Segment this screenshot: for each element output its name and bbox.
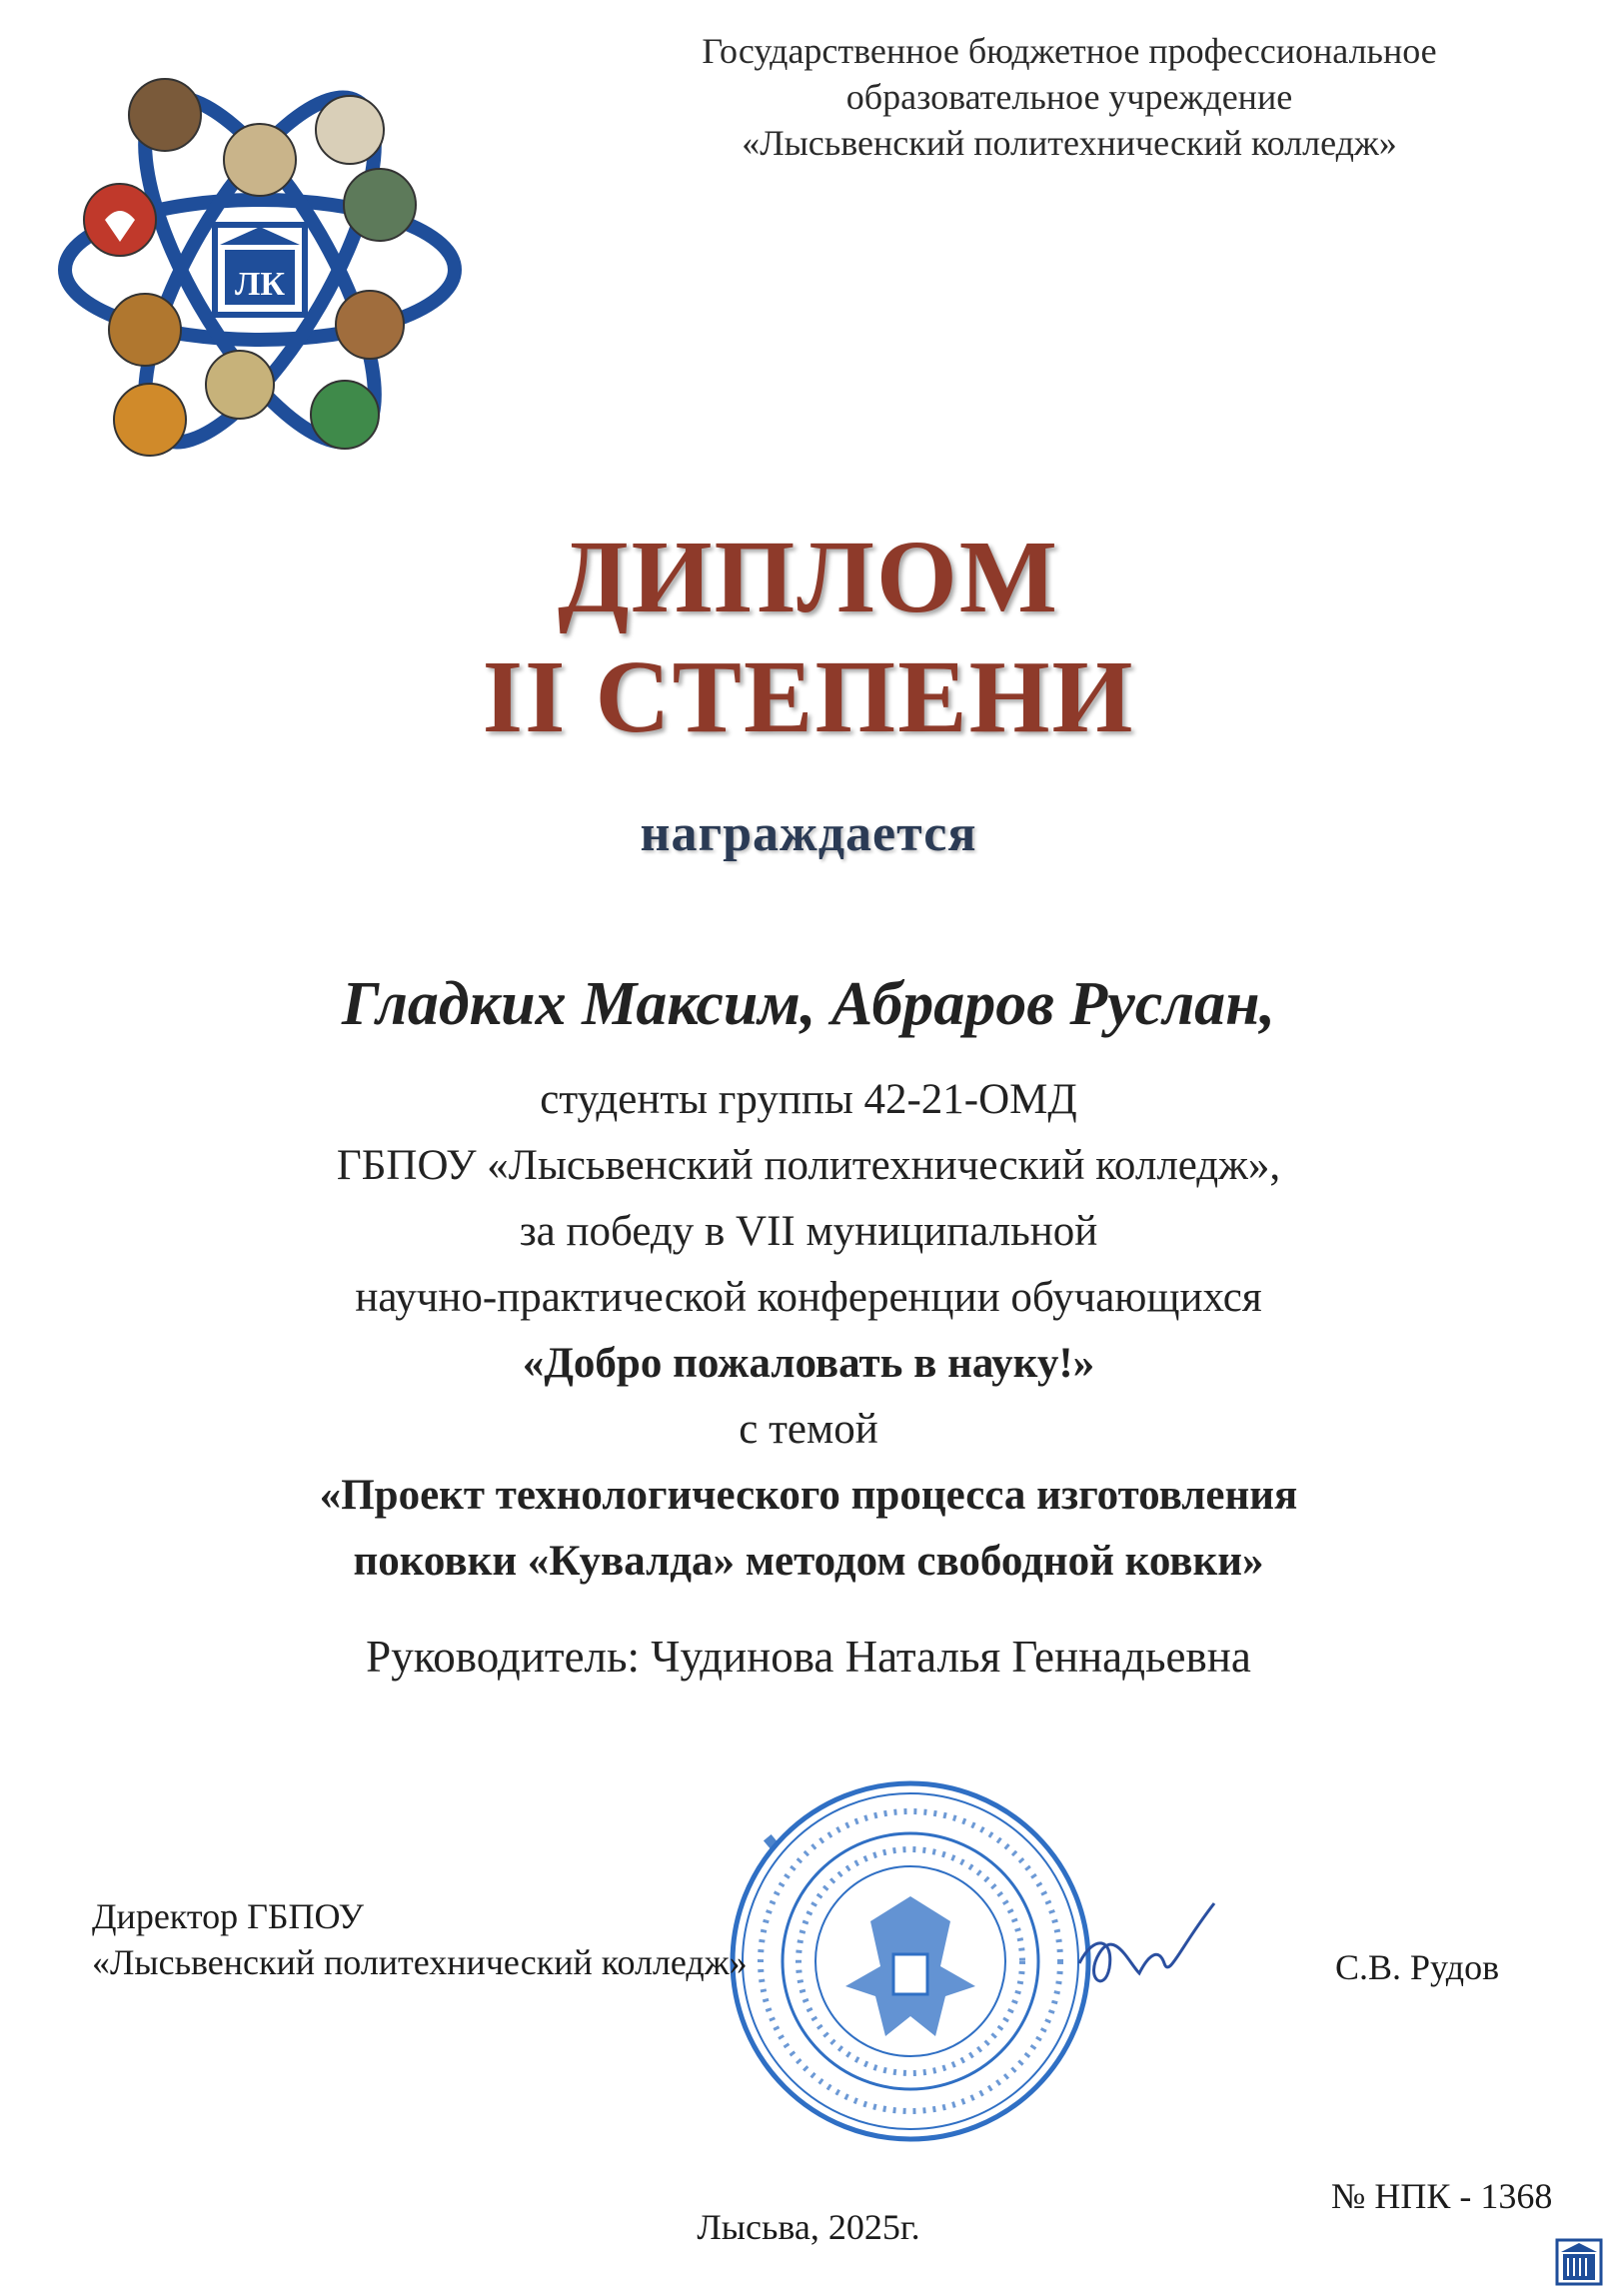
city-year: Лысьва, 2025г. xyxy=(697,2207,920,2247)
topic-line-1: «Проект технологического процесса изготовления xyxy=(319,1472,1298,1519)
topic-line-2: поковки «Кувалда» методом свободной ковки» xyxy=(353,1538,1264,1585)
body-line: с темой xyxy=(739,1406,878,1453)
signatory-name: С.В. Рудов xyxy=(1335,1947,1500,1987)
signatory-position xyxy=(92,1893,748,1985)
official-seal-icon xyxy=(726,1776,1095,2146)
institution-header xyxy=(600,28,1539,166)
awarded-label: награждается xyxy=(640,805,977,862)
college-logo-icon xyxy=(50,55,470,485)
body-line: ГБПОУ «Лысьвенский политехнический колледж», xyxy=(336,1142,1281,1189)
body-line: за победу в VII муниципальной xyxy=(519,1208,1098,1255)
header-line-1: Государственное бюджетное профессиональное xyxy=(702,31,1437,71)
position-line-1: Директор ГБПОУ xyxy=(92,1896,365,1936)
supervisor-line: Руководитель: Чудинова Наталья Геннадьевна xyxy=(366,1632,1251,1682)
header-line-3: «Лысьвенский политехнический колледж» xyxy=(742,123,1397,163)
position-line-2: «Лысьвенский политехнический колледж» xyxy=(92,1942,748,1982)
body-line: студенты группы 42-21-ОМД xyxy=(540,1076,1077,1123)
awardee-names: Гладких Максим, Абраров Руслан, xyxy=(341,970,1276,1038)
body-line: научно-практической конференции обучающихся xyxy=(355,1274,1262,1321)
award-description xyxy=(0,1067,1617,1595)
signature-icon xyxy=(1069,1893,1219,2013)
diploma-degree: II СТЕПЕНИ xyxy=(482,639,1135,754)
diploma-title: ДИПЛОМ xyxy=(558,520,1059,634)
svg-text:ЛК: ЛК xyxy=(235,266,285,303)
mini-logo-icon xyxy=(1555,2238,1603,2286)
diploma-number: № НПК - 1368 xyxy=(1331,2176,1553,2216)
conference-name: «Добро пожаловать в науку!» xyxy=(522,1340,1095,1387)
header-line-2: образовательное учреждение xyxy=(845,77,1293,117)
